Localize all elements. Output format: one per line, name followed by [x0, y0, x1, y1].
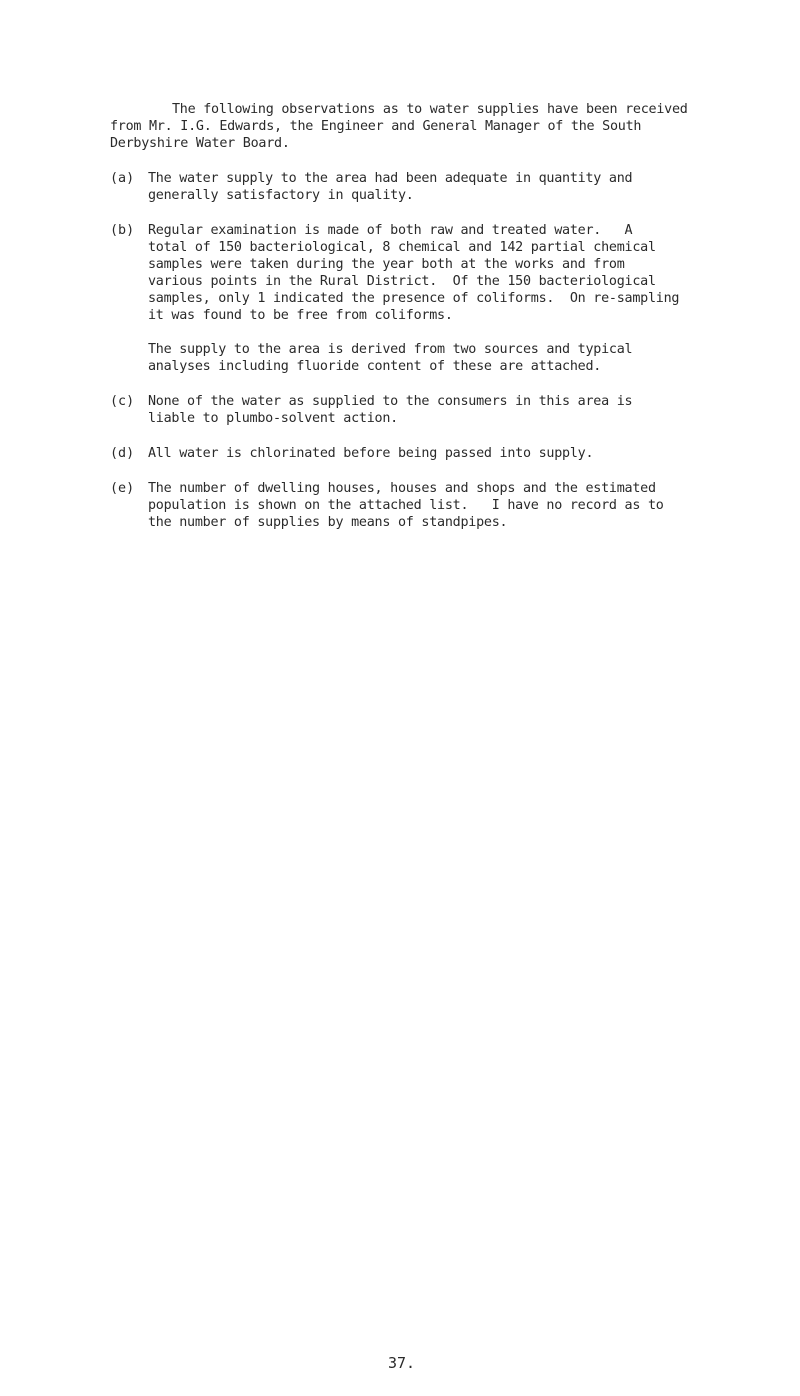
item-label: (d)	[110, 446, 135, 461]
supply-note-line: The supply to the area is derived from two sources and typical	[148, 342, 633, 357]
intro-line: from Mr. I.G. Edwards, the Engineer and General Manager of the South	[110, 119, 642, 134]
item-label: (b)	[110, 223, 135, 238]
item-line: The number of dwelling houses, houses and shops and the estimated	[148, 481, 656, 496]
item-line: samples were taken during the year both at the works and from	[148, 257, 625, 272]
item-line: various points in the Rural District. Of the 150 bacteriological	[148, 274, 656, 289]
page-number: 37.	[388, 1354, 416, 1372]
item-label: (c)	[110, 394, 135, 409]
item-line: population is shown on the attached list. I have no record as to	[148, 498, 664, 513]
item-line: Regular examination is made of both raw and treated water. A	[148, 223, 633, 238]
item-line: the number of supplies by means of standpipes.	[148, 515, 508, 530]
item-label: (e)	[110, 481, 135, 496]
item-line: All water is chlorinated before being passed into supply.	[148, 446, 594, 461]
item-line: liable to plumbo-solvent action.	[148, 411, 398, 426]
intro-line: The following observations as to water supplies have been received	[172, 102, 688, 117]
item-line: samples, only 1 indicated the presence of coliforms. On re-sampling	[148, 291, 680, 306]
item-line: total of 150 bacteriological, 8 chemical and 142 partial chemical	[148, 240, 656, 255]
item-line: generally satisfactory in quality.	[148, 188, 414, 203]
item-line: The water supply to the area had been adequate in quantity and	[148, 171, 633, 186]
item-label: (a)	[110, 171, 135, 186]
intro-line: Derbyshire Water Board.	[110, 136, 290, 151]
item-line: it was found to be free from coliforms.	[148, 308, 453, 323]
item-line: None of the water as supplied to the consumers in this area is	[148, 394, 633, 409]
supply-note-line: analyses including fluoride content of these are attached.	[148, 359, 602, 374]
